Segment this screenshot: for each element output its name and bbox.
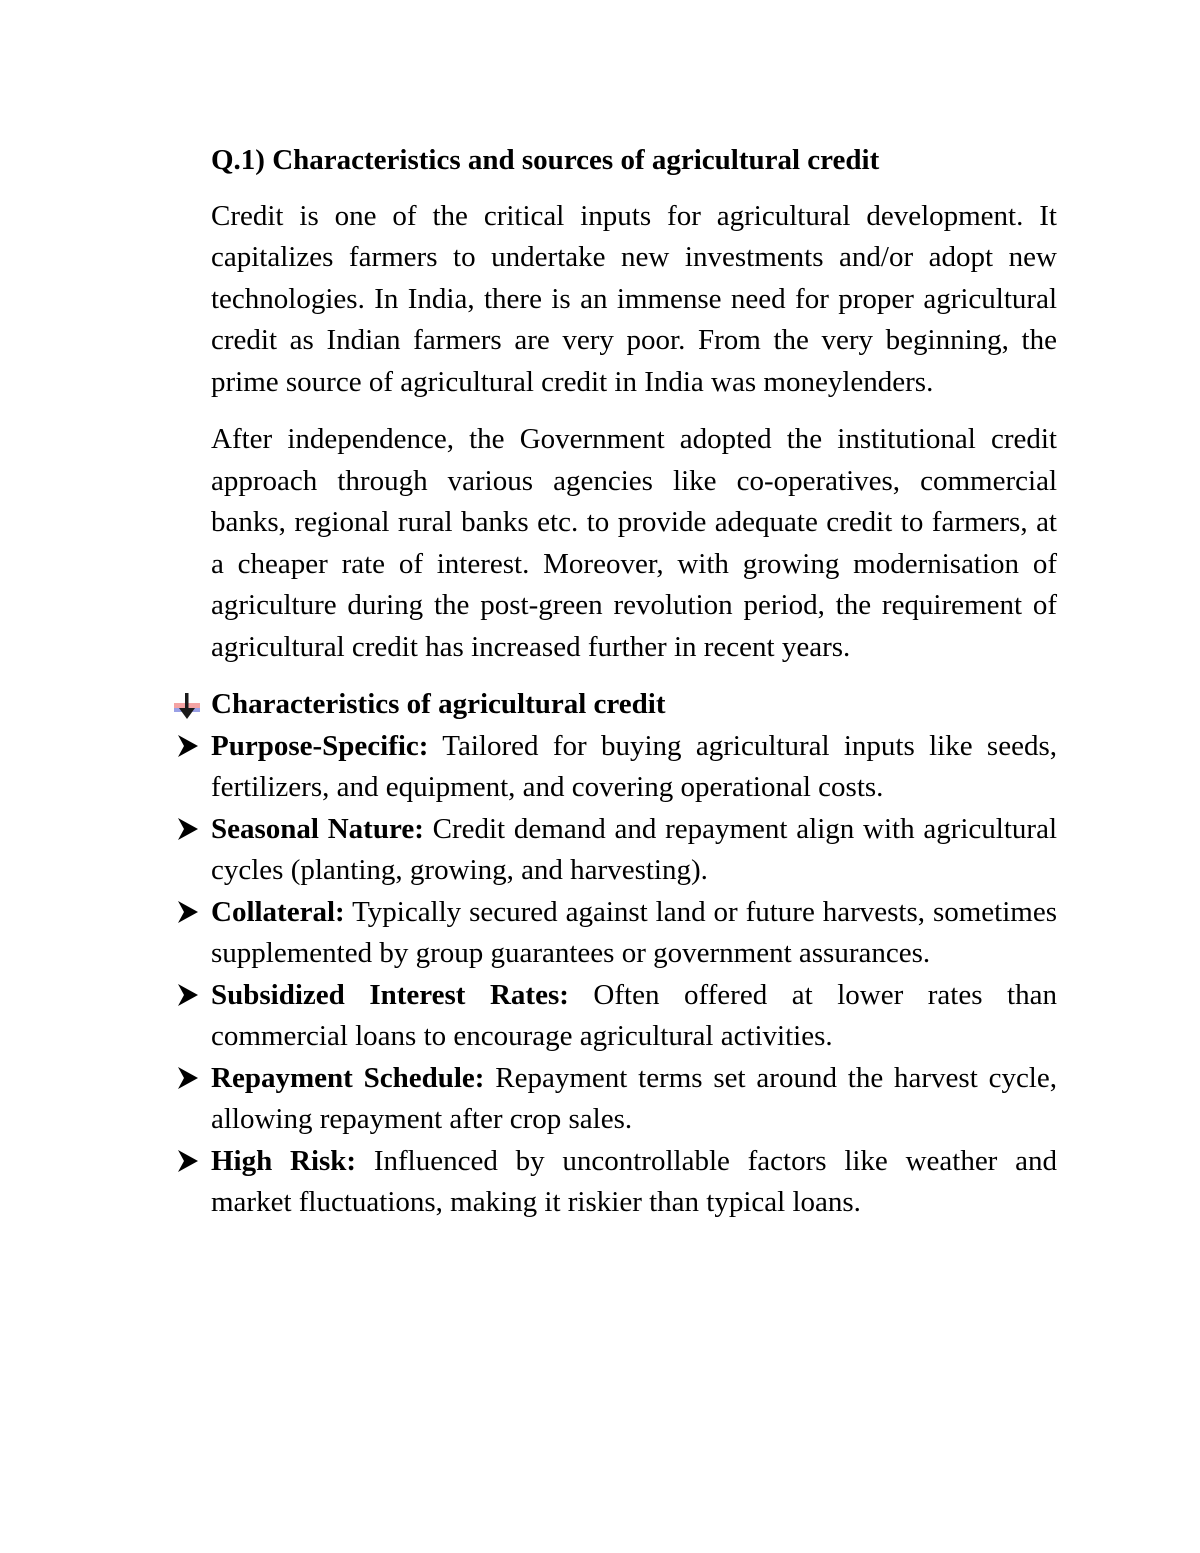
section-heading-text: Characteristics of agricultural credit bbox=[211, 688, 666, 720]
document-page bbox=[211, 140, 1057, 1224]
list-item bbox=[211, 975, 1057, 1058]
down-arrow-bullet-icon bbox=[171, 691, 203, 723]
list-item bbox=[211, 1141, 1057, 1224]
list-item bbox=[211, 726, 1057, 809]
arrowhead-bullet-icon bbox=[177, 900, 199, 924]
section-heading bbox=[211, 684, 1057, 726]
item-text: Typically secured against land or future harvests, sometimes supplemented by group guarantees or government assurances. bbox=[211, 895, 1057, 969]
question-title: Q.1) Characteristics and sources of agricultural credit bbox=[211, 144, 880, 176]
item-term: High Risk: bbox=[211, 1144, 357, 1177]
arrowhead-bullet-icon bbox=[177, 817, 199, 841]
arrowhead-bullet-icon bbox=[177, 1066, 199, 1090]
characteristics-list bbox=[211, 726, 1057, 1224]
item-term: Collateral: bbox=[211, 895, 345, 928]
list-item bbox=[211, 892, 1057, 975]
list-item bbox=[211, 1058, 1057, 1141]
item-text: Influenced by uncontrollable factors like weather and market fluctuations, making it riskier than typical loans. bbox=[211, 1144, 1057, 1218]
item-text: Tailored for buying agricultural inputs like seeds, fertilizers, and equipment, and covering operational costs. bbox=[211, 729, 1057, 803]
item-text: Credit demand and repayment align with agricultural cycles (planting, growing, and harvesting). bbox=[211, 812, 1058, 886]
arrowhead-bullet-icon bbox=[177, 983, 199, 1007]
item-text: Often offered at lower rates than commercial loans to encourage agricultural activities. bbox=[211, 978, 1057, 1052]
arrowhead-bullet-icon bbox=[177, 1149, 199, 1173]
item-term: Repayment Schedule: bbox=[211, 1061, 485, 1094]
item-term: Subsidized Interest Rates: bbox=[211, 978, 569, 1011]
list-item bbox=[211, 809, 1057, 892]
paragraph-independence: After independence, the Government adopted the institutional credit approach through various agencies like co-operatives, commercial banks, regional rural banks etc. to provide adequate credit to farmers, at a cheaper rate of interest. Moreover, with growing modernisation of agriculture during the post-green revolution period, the requirement of agricultural credit has increased further in recent years. bbox=[211, 423, 1057, 663]
item-text: Repayment terms set around the harvest cycle, allowing repayment after crop sales. bbox=[211, 1061, 1057, 1135]
arrowhead-bullet-icon bbox=[177, 734, 199, 758]
item-term: Seasonal Nature: bbox=[211, 812, 424, 845]
item-term: Purpose-Specific: bbox=[211, 729, 429, 762]
paragraph-intro: Credit is one of the critical inputs for agricultural development. It capitalizes farmers to undertake new investments and/or adopt new technologies. In India, there is an immense need for proper agricultural credit as Indian farmers are very poor. From the very beginning, the prime source of agricultural credit in India was moneylenders. bbox=[211, 199, 1057, 398]
